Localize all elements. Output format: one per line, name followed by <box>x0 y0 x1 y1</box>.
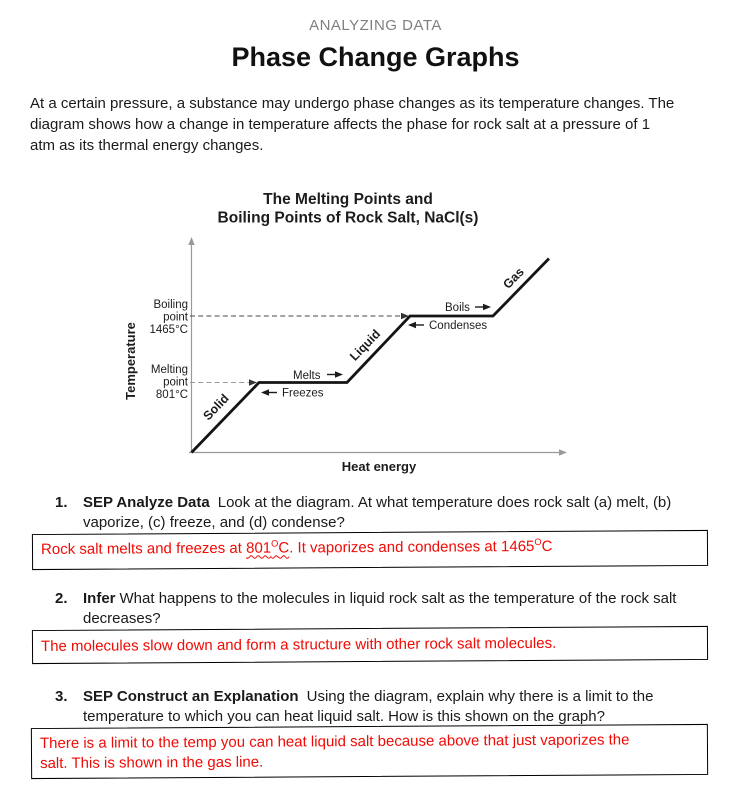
question-2-text-line2: decreases? <box>83 610 161 627</box>
diagram-title-line1: The Melting Points and <box>263 191 433 208</box>
melting-point-label-line1: Melting <box>150 364 188 376</box>
boiling-point-label-line3: 1465°C <box>149 324 188 336</box>
diagram-title-line2: Boiling Points of Rock Salt, NaCl(s) <box>217 209 479 227</box>
melting-point-label-line3: 801°C <box>155 389 188 401</box>
question-1-number: 1. <box>55 494 68 511</box>
section-kicker: ANALYZING DATA <box>309 17 442 34</box>
y-axis-label: Temperature <box>123 322 138 400</box>
question-2 <box>55 589 676 629</box>
freezes-label: Freezes <box>282 387 324 400</box>
question-2-text-line1: What happens to the molecules in liquid rock salt as the temperature of the rock salt <box>119 590 677 607</box>
answer-2-text: The molecules slow down and form a structure with other rock salt molecules. <box>40 634 557 656</box>
intro-line-1: At a certain pressure, a substance may undergo phase changes as its temperature changes. The <box>30 95 675 112</box>
page-title: Phase Change Graphs <box>231 42 520 72</box>
question-3-text-line1: Using the diagram, explain why there is a limit to the <box>306 688 654 705</box>
intro-line-2: diagram shows how a change in temperature affects the phase for rock salt at a pressure of 1 <box>30 116 651 133</box>
boiling-point-dashed-line <box>190 313 409 319</box>
answer-box-3[interactable] <box>31 724 708 779</box>
phase-label-gas: Gas <box>500 264 527 292</box>
axes <box>188 237 567 456</box>
phase-label-solid: Solid <box>200 391 232 424</box>
question-2-number: 2. <box>55 590 68 607</box>
melts-label: Melts <box>293 370 321 382</box>
boiling-point-label-line2: point <box>163 311 188 324</box>
boils-label: Boils <box>445 302 470 314</box>
question-3-verb: SEP Construct an Explanation <box>83 688 299 705</box>
boils-arrow <box>475 304 491 310</box>
question-1 <box>55 493 671 533</box>
question-1-text-line2: vaporize, (c) freeze, and (d) condense? <box>83 514 345 531</box>
melts-arrow <box>327 371 343 377</box>
phase-change-diagram <box>119 184 581 476</box>
answer-1-text: Rock salt melts and freezes at $801^OC$. It vaporizes and condenses at $1465^OC$ <box>40 536 553 559</box>
x-axis-label: Heat energy <box>341 459 417 474</box>
heating-curve <box>192 259 550 453</box>
answer-box-1[interactable] <box>32 530 708 570</box>
intro-paragraph <box>30 93 730 156</box>
boiling-point-label-line1: Boiling <box>153 299 188 311</box>
answer-3-text-line2: salt. This is shown in the gas line. <box>40 753 264 773</box>
melting-point-dashed-line <box>190 379 257 385</box>
answer-3-text-line1: There is a limit to the temp you can heat liquid salt because above that just vaporizes the <box>39 731 630 753</box>
melting-point-label-line2: point <box>163 376 188 389</box>
intro-line-3: atm as its thermal energy changes. <box>30 137 264 154</box>
question-3-number: 3. <box>55 688 68 705</box>
condenses-arrow <box>408 322 424 328</box>
question-3 <box>55 687 653 727</box>
question-2-verb: Infer <box>83 590 116 607</box>
question-3-text-line2: temperature to which you can heat liquid salt. How is this shown on the graph? <box>83 708 605 725</box>
condenses-label: Condenses <box>429 320 488 332</box>
question-1-verb: SEP Analyze Data <box>83 494 210 511</box>
freezes-arrow <box>261 389 277 395</box>
answer-box-2[interactable] <box>32 626 708 664</box>
question-1-text-line1: Look at the diagram. At what temperature does rock salt (a) melt, (b) <box>217 494 672 511</box>
phase-label-liquid: Liquid <box>347 326 384 364</box>
